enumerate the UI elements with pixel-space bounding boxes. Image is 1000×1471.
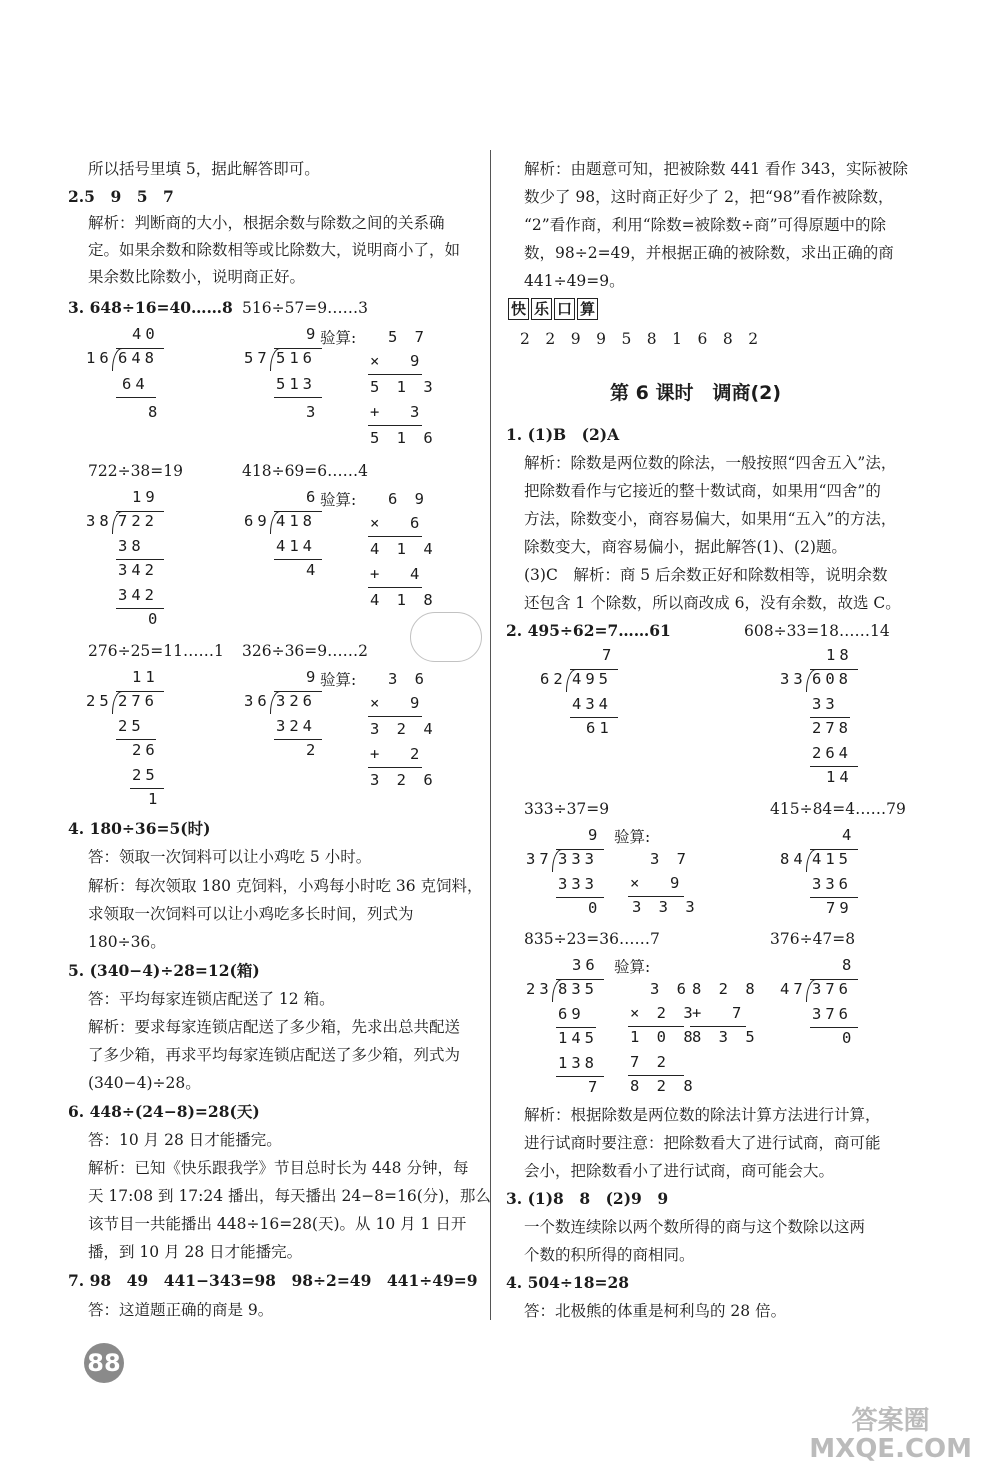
homework-stamp xyxy=(410,612,482,662)
analysis-line: (3)C 解析：商 5 后余数正好和除数相等，说明余数 xyxy=(524,566,888,584)
dividend: 648 xyxy=(118,349,158,367)
dividend: 516 xyxy=(276,349,316,367)
label-char: 乐 xyxy=(531,298,552,320)
analysis-line: 441÷49=9。 xyxy=(524,272,625,290)
analysis-line: 解析：由题意可知，把被除数 441 看作 343，实际被除 xyxy=(524,160,908,178)
check-label: 验算: xyxy=(320,671,357,689)
equation: 376÷47=8 xyxy=(770,930,856,948)
analysis-line: 会小，把除数看小了进行试商，商可能会大。 xyxy=(524,1162,835,1180)
long-division: 7 62 495 434 61 xyxy=(540,646,630,746)
text-line: 一个数连续除以两个数所得的商与这个数除以这两 xyxy=(524,1218,866,1236)
verification: 5 7 × 9 5 1 3 + 3 5 1 6 xyxy=(370,328,437,447)
analysis-line: 解析：已知《快乐跟我学》节目总时长为 448 分钟，每 xyxy=(88,1159,469,1177)
long-division: 8 47 376 376 0 xyxy=(780,956,870,1056)
verification: 3 7 × 9 3 3 3 xyxy=(630,850,699,916)
analysis-line: 定。如果余数和除数相等或比除数大，说明商小了，如 xyxy=(88,241,461,259)
text-line: 个数的积所得的商相同。 xyxy=(524,1246,695,1264)
equation: 608÷33=18……14 xyxy=(744,622,890,640)
answer-line: 答：北极熊的体重是柯利鸟的 28 倍。 xyxy=(524,1302,787,1320)
equation: 516÷57=9……3 xyxy=(242,299,369,317)
equation: 326÷36=9……2 xyxy=(242,642,369,660)
partial-product: 64 xyxy=(122,375,149,393)
analysis-line: 解析：除数是两位数的除法，一般按照“四舍五入”法， xyxy=(524,454,897,472)
long-division: 36 23 835 69 145 138 7 xyxy=(526,956,616,1096)
question-7: 7. 98 49 441−343=98 98÷2=49 441÷49=9 xyxy=(68,1271,478,1290)
long-division: 9 37 333 333 0 xyxy=(526,826,616,926)
analysis-line: 解析：判断商的大小，根据余数与除数之间的关系确 xyxy=(88,214,445,232)
long-division: 19 38 722 38 342 342 0 xyxy=(86,488,176,628)
check-label: 验算: xyxy=(614,828,651,846)
lesson-title: 第 6 课时 调商(2) xyxy=(610,382,782,404)
analysis-line: 把除数看作与它接近的整十数试商，如果用“四舍”的 xyxy=(524,482,881,500)
section-2: 2. 495÷62=7……61 xyxy=(506,621,671,640)
analysis-line: 除数变大，商容易偏小，据此解答(1)、(2)题。 xyxy=(524,538,847,556)
answer-line: 答：领取一次饲料可以让小鸡吃 5 小时。 xyxy=(88,848,372,866)
answer-line: 答：平均每家连锁店配送了 12 箱。 xyxy=(88,990,335,1008)
analysis-line: 了多少箱，再求平均每家连锁店配送了多少箱，列式为 xyxy=(88,1046,461,1064)
page-number: 88 xyxy=(84,1343,124,1383)
quotient: 40 xyxy=(132,325,159,343)
equation: 333÷37=9 xyxy=(524,800,610,818)
equation: 418÷69=6……4 xyxy=(242,462,369,480)
divisor: 57 xyxy=(244,349,271,367)
long-division: 4 84 415 336 79 xyxy=(780,826,870,926)
analysis-line: 播，到 10 月 28 日才能播完。 xyxy=(88,1243,303,1261)
divisor: 16 xyxy=(86,349,113,367)
quotient: 9 xyxy=(306,325,320,343)
partial-product: 513 xyxy=(276,375,316,393)
label-char: 快 xyxy=(508,298,529,320)
section-4: 4. 504÷18=28 xyxy=(506,1273,630,1292)
analysis-line: 还包含 1 个除数，所以商改成 6，没有余数，故选 C。 xyxy=(524,594,901,612)
verification: 8 2 8 + 7 8 3 5 xyxy=(692,980,759,1046)
text-line: 所以括号里填 5，据此解答即可。 xyxy=(88,160,320,178)
question-2: 2.5 9 5 7 xyxy=(68,187,174,206)
watermark: 答案圈 MXQE.COM xyxy=(809,1406,972,1464)
equation: 276÷25=11……1 xyxy=(88,642,224,660)
answer-line: 答：这道题正确的商是 9。 xyxy=(88,1301,274,1319)
long-division: 11 25 276 25 26 25 1 xyxy=(86,668,176,808)
analysis-line: (340−4)÷28。 xyxy=(88,1074,201,1092)
analysis-line: 进行试商时要注意：把除数看大了进行试商，商可能 xyxy=(524,1134,881,1152)
long-division: 6 69 418 414 4 xyxy=(244,488,334,588)
analysis-line: 180÷36。 xyxy=(88,933,166,951)
long-division xyxy=(86,325,176,425)
analysis-line: “2”看作商，利用“除数=被除数÷商”可得原题中的除 xyxy=(524,216,887,234)
analysis-line: 该节目一共能播出 448÷16=28(天)。从 10 月 1 日开 xyxy=(88,1215,467,1233)
equation: 835÷23=36……7 xyxy=(524,930,660,948)
mental-math-label xyxy=(508,298,598,320)
check-label: 验算: xyxy=(320,491,357,509)
question-5: 5. (340−4)÷28=12(箱) xyxy=(68,961,260,980)
long-division: 18 33 608 33 278 264 14 xyxy=(780,646,870,786)
analysis-line: 方法，除数变小，商容易偏大，如果用“五入”的方法， xyxy=(524,510,897,528)
verification: 6 9 × 6 4 1 4 + 4 4 1 8 xyxy=(370,490,437,609)
question-3-eq: 3. 648÷16=40……8 xyxy=(68,298,233,317)
analysis-line: 果余数比除数小，说明商正好。 xyxy=(88,268,306,286)
answer-line: 答：10 月 28 日才能播完。 xyxy=(88,1131,282,1149)
analysis-line: 数，98÷2=49，并根据正确的被除数，求出正确的商 xyxy=(524,244,894,262)
verification: 3 6 × 2 3 1 0 8 7 2 8 2 8 xyxy=(630,980,697,1095)
label-char: 算 xyxy=(577,298,598,320)
equation: 722÷38=19 xyxy=(88,462,184,480)
long-division: 9 36 326 324 2 xyxy=(244,668,334,768)
analysis-line: 解析：要求每家连锁店配送了多少箱，先求出总共配送 xyxy=(88,1018,461,1036)
analysis-line: 天 17:08 到 17:24 播出，每天播出 24−8=16(分)，那么 xyxy=(88,1187,491,1205)
verification: 3 6 × 9 3 2 4 + 2 3 2 6 xyxy=(370,670,437,789)
column-divider xyxy=(490,150,491,1320)
remainder: 3 xyxy=(306,403,320,421)
question-4: 4. 180÷36=5(时) xyxy=(68,819,211,838)
mental-math-answers: 2 2 9 9 5 8 1 6 8 2 xyxy=(520,330,759,348)
question-6: 6. 448÷(24−8)=28(天) xyxy=(68,1102,260,1121)
section-1: 1. (1)B (2)A xyxy=(506,425,620,444)
check-label: 验算: xyxy=(614,958,651,976)
analysis-line: 求领取一次饲料可以让小鸡吃多长时间，列式为 xyxy=(88,905,414,923)
section-3: 3. (1)8 8 (2)9 9 xyxy=(506,1189,669,1208)
label-char: 口 xyxy=(554,298,575,320)
check-label: 验算: xyxy=(320,329,357,347)
equation: 415÷84=4……79 xyxy=(770,800,906,818)
analysis-line: 解析：每次领取 180 克饲料，小鸡每小时吃 36 克饲料， xyxy=(88,877,483,895)
analysis-line: 解析：根据除数是两位数的除法计算方法进行计算， xyxy=(524,1106,881,1124)
analysis-line: 数少了 98，这时商正好少了 2，把“98”看作被除数， xyxy=(524,188,894,206)
remainder: 8 xyxy=(148,403,162,421)
